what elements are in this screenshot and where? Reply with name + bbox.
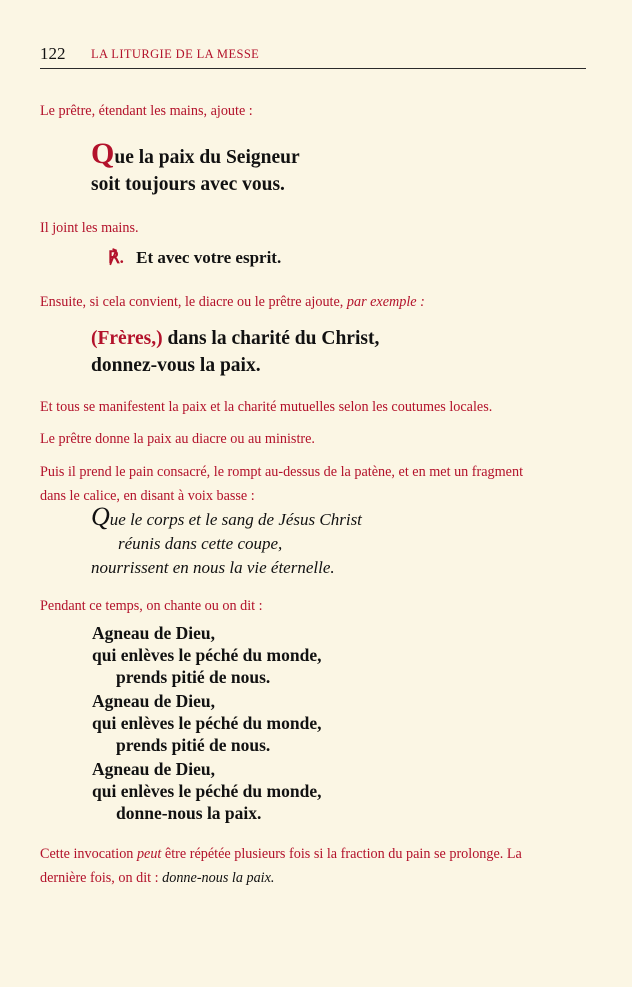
peace-greeting-line-1 [91,137,300,171]
agnus-dei-2 [92,690,321,756]
rubric-fraction [40,460,592,508]
response-text: Et avec votre esprit. [136,248,282,267]
rubric-invocation-part-1: Cette invocation [40,846,137,862]
sign-of-peace-line-2: donnez-vous la paix. [91,355,261,376]
rubric-deacon-adds [40,290,592,314]
commingling-line-1-text: ue le corps et le sang de Jésus Christ [109,510,362,529]
rubric-priest-extends-hands: Le prêtre, étendant les mains, ajoute : [40,103,253,119]
commingling-line-3: nourrissent en nous la vie éternelle. [91,558,335,577]
rubric-fraction-line-1: Puis il prend le pain consacré, le rompt au-dessus de la patène, et en met un fragment [40,464,524,480]
rubric-all-exchange-peace: Et tous se manifestent la paix et la charité mutuelles selon les coutumes locales. [40,399,493,415]
drop-cap: Q [91,137,115,170]
rubric-meanwhile: Pendant ce temps, on chante ou on dit : [40,598,263,614]
commingling-prayer [91,502,362,580]
agnus-line-3: prends pitié de nous. [116,735,271,755]
rubric-invocation-line-2-text: dernière fois, on dit : [40,870,163,886]
rubric-invocation-italic-1: peut [136,846,162,862]
rubric-joins-hands: Il joint les mains. [40,220,139,236]
rubric-invocation-repeated [40,842,592,890]
agnus-line-2: qui enlèves le péché du monde, [92,645,322,665]
sign-of-peace-line-1-text: dans la charité du Christ, [162,328,380,349]
agnus-line-2: qui enlèves le péché du monde, [92,713,322,733]
agnus-line-1: Agneau de Dieu, [92,623,215,643]
response-symbol: ℟. [108,248,124,267]
sign-of-peace-line-1 [91,325,379,352]
italic-drop-cap: Q [91,502,110,531]
sign-of-peace-invitation [91,325,379,379]
agnus-line-1: Agneau de Dieu, [92,691,215,711]
rubric-invocation-line-2 [40,866,592,890]
agnus-line-3: donne-nous la paix. [116,803,262,823]
agnus-dei-3 [92,758,321,824]
rubric-deacon-italic: par exemple : [346,294,425,310]
peace-greeting-line-2: soit toujours avec vous. [91,174,285,195]
rubric-invocation-italic-2: donne-nous la paix. [162,870,275,886]
rubric-invocation-part-2: être répétée plusieurs fois si la fraction du pain se prolonge. La [161,846,522,862]
agnus-line-2: qui enlèves le péché du monde, [92,781,322,801]
rubric-deacon-text: Ensuite, si cela convient, le diacre ou le prêtre ajoute, [40,294,344,310]
page-header [40,44,586,69]
optional-freres: (Frères,) [91,328,163,349]
peace-greeting [91,137,300,198]
commingling-line-2: réunis dans cette coupe, [118,534,283,553]
rubric-priest-gives-peace: Le prêtre donne la paix au diacre ou au ministre. [40,431,315,447]
rubric-fraction-line-2: dans le calice, en disant à voix basse : [40,488,255,504]
commingling-line-1 [91,502,362,532]
agnus-line-3: prends pitié de nous. [116,667,271,687]
people-response [108,244,281,271]
peace-greeting-line-1-text: ue la paix du Seigneur [114,147,300,168]
agnus-dei-1 [92,622,321,688]
page-number: 122 [40,44,66,63]
rubric-invocation-line-1 [40,842,592,866]
running-title: LA LITURGIE DE LA MESSE [91,47,260,61]
agnus-line-1: Agneau de Dieu, [92,759,215,779]
